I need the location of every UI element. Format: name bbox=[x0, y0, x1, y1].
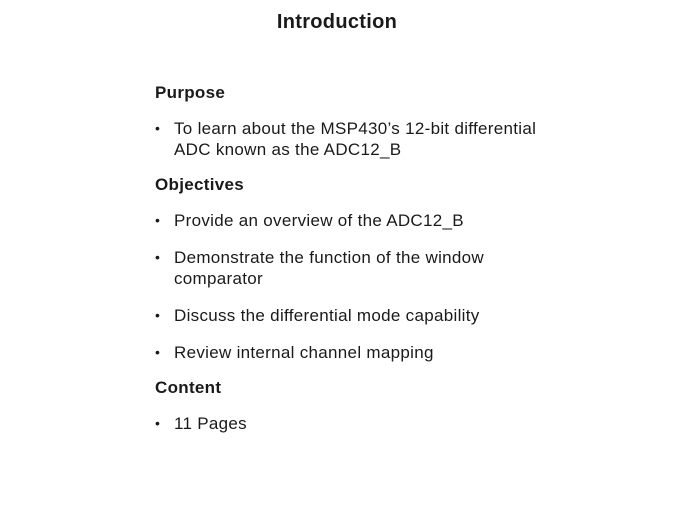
bullet-icon: • bbox=[155, 307, 161, 323]
list-item bbox=[155, 210, 555, 231]
bullet-text: Demonstrate the function of the window comparator bbox=[174, 248, 485, 288]
bullet-icon: • bbox=[155, 120, 161, 136]
objectives-list bbox=[155, 210, 555, 363]
list-item bbox=[155, 342, 555, 363]
section-heading-purpose: Purpose bbox=[155, 83, 226, 102]
bullet-icon: • bbox=[155, 249, 161, 265]
purpose-list bbox=[155, 118, 555, 160]
bullet-text: Provide an overview of the ADC12_B bbox=[174, 211, 464, 230]
bullet-icon: • bbox=[155, 415, 161, 431]
bullet-text: To learn about the MSP430’s 12-bit differential ADC known as the ADC12_B bbox=[174, 119, 537, 159]
bullet-icon: • bbox=[155, 344, 161, 360]
bullet-text: 11 Pages bbox=[174, 414, 247, 433]
bullet-icon: • bbox=[155, 212, 161, 228]
list-item bbox=[155, 118, 555, 160]
bullet-text: Discuss the differential mode capability bbox=[174, 306, 480, 325]
section-heading-content: Content bbox=[155, 378, 222, 397]
slide-title: Introduction bbox=[276, 11, 398, 33]
list-item bbox=[155, 247, 555, 289]
slide-content bbox=[155, 83, 555, 434]
section-heading-objectives: Objectives bbox=[155, 175, 244, 194]
list-item bbox=[155, 305, 555, 326]
bullet-text: Review internal channel mapping bbox=[174, 343, 434, 362]
list-item bbox=[155, 413, 555, 434]
content-list bbox=[155, 413, 555, 434]
